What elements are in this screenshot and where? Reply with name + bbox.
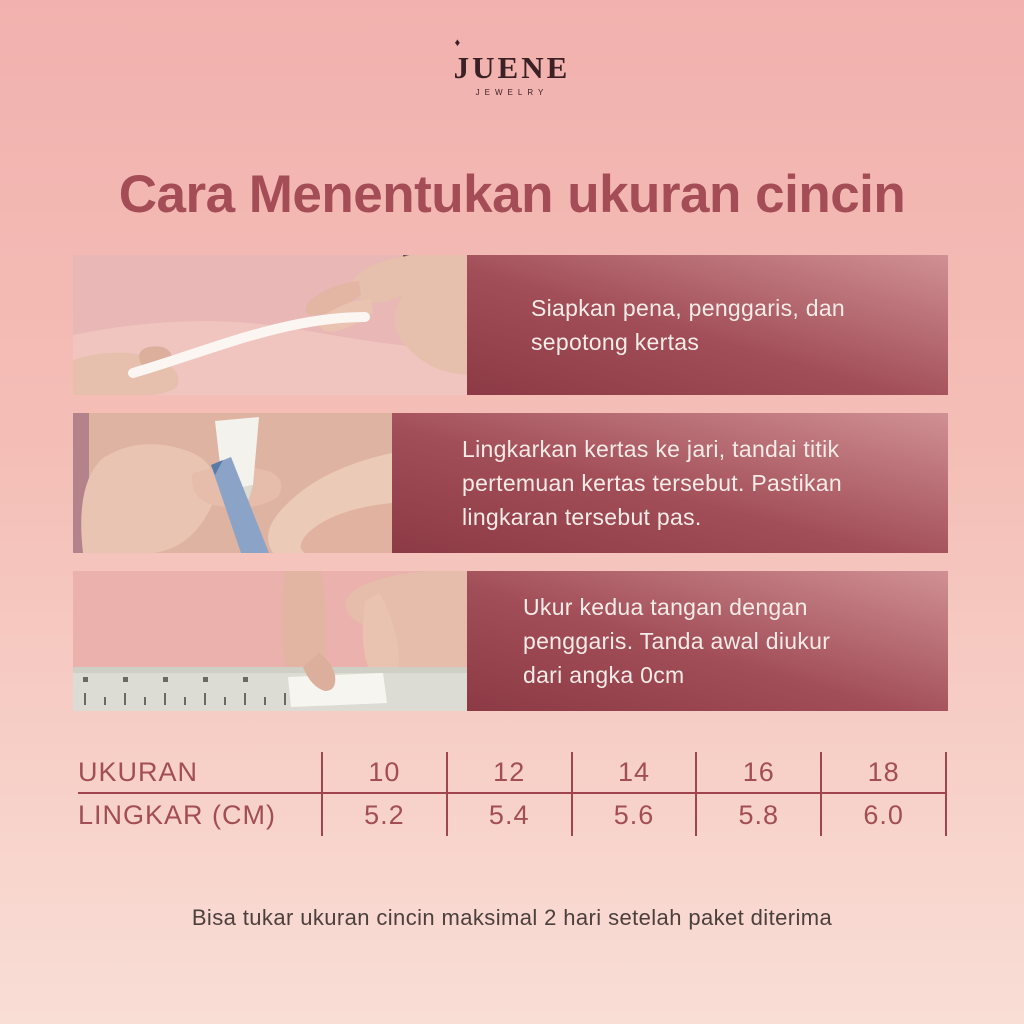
circumference-cell: 5.2 bbox=[323, 794, 448, 836]
step-1-photo bbox=[73, 255, 467, 395]
exchange-policy-note: Bisa tukar ukuran cincin maksimal 2 hari setelah paket diterima bbox=[191, 905, 833, 930]
step-1-text: Siapkan pena, penggaris, dan sepotong kertas bbox=[531, 295, 846, 355]
circumference-cell: 6.0 bbox=[822, 794, 947, 836]
step-2-photo bbox=[73, 413, 392, 553]
step-1-row bbox=[73, 255, 948, 395]
size-header-cell: UKURAN bbox=[78, 752, 323, 794]
step-2-row bbox=[73, 413, 948, 553]
diamond-icon: ♦ bbox=[454, 37, 461, 49]
size-cell: 16 bbox=[697, 752, 822, 794]
step-3-panel bbox=[467, 571, 948, 711]
hands-holding-paper-strip-illustration bbox=[73, 255, 467, 395]
size-cell: 14 bbox=[573, 752, 698, 794]
paper-around-finger-illustration bbox=[73, 413, 392, 553]
circumference-cell: 5.8 bbox=[697, 794, 822, 836]
circumference-header-cell: LINGKAR (CM) bbox=[78, 794, 323, 836]
page-title: Cara Menentukan ukuran cincin bbox=[118, 165, 906, 224]
step-1-panel bbox=[467, 255, 948, 395]
brand-name-text: JUENE bbox=[453, 50, 571, 85]
step-3-photo bbox=[73, 571, 467, 711]
size-cell: 12 bbox=[448, 752, 573, 794]
circumference-cell: 5.6 bbox=[573, 794, 698, 836]
step-3-row bbox=[73, 571, 948, 711]
size-cell: 10 bbox=[323, 752, 448, 794]
brand-logo bbox=[0, 37, 1024, 97]
step-2-text: Lingkarkan kertas ke jari, tandai titik pertemuan kertas tersebut. Pastikan lingkaran tersebut pas. bbox=[462, 436, 842, 530]
brand-subtitle: JEWELRY bbox=[475, 88, 549, 97]
ruler-measurement-illustration bbox=[73, 571, 467, 711]
circumference-cell: 5.4 bbox=[448, 794, 573, 836]
step-3-text: Ukur kedua tangan dengan penggaris. Tanda awal diukur dari angka 0cm bbox=[523, 594, 831, 688]
size-cell: 18 bbox=[822, 752, 947, 794]
step-2-panel bbox=[392, 413, 948, 553]
ring-size-table bbox=[78, 752, 947, 836]
brand-name bbox=[453, 37, 571, 86]
